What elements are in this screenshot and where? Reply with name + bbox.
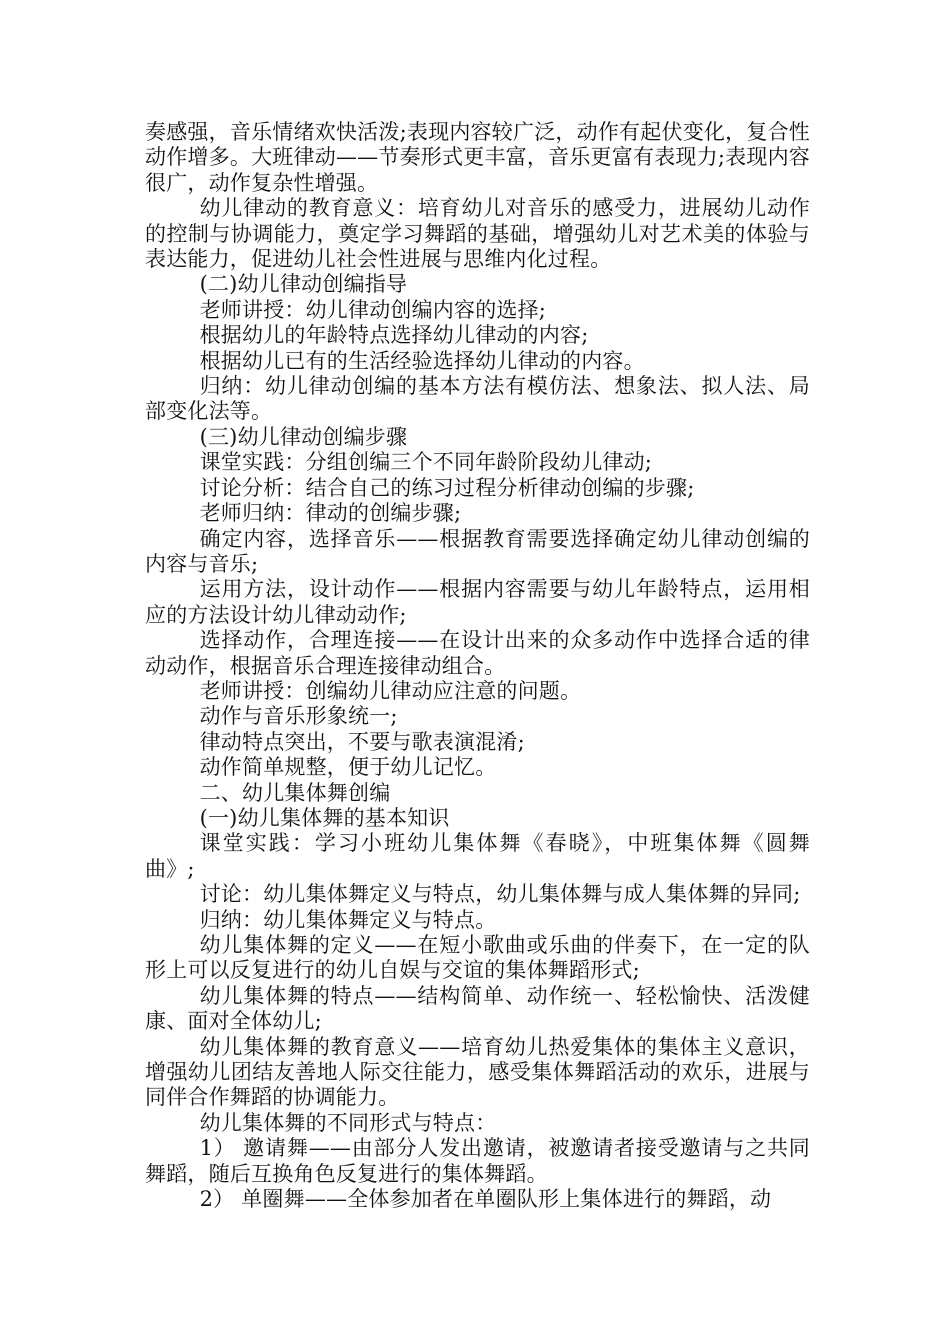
- paragraph: 讨论：幼儿集体舞定义与特点，幼儿集体舞与成人集体舞的异同;: [199, 882, 801, 907]
- paragraph: 确定内容，选择音乐——根据教育需要选择确定幼儿律动创编的内容与音乐;: [145, 526, 810, 576]
- paragraph: 根据幼儿的年龄特点选择幼儿律动的内容;: [199, 323, 589, 348]
- section-heading: (一)幼儿集体舞的基本知识: [199, 805, 450, 830]
- paragraph: 选择动作，合理连接——在设计出来的众多动作中选择合适的律动动作，根据音乐合理连接律动组合。: [145, 628, 810, 678]
- paragraph: 运用方法，设计动作——根据内容需要与幼儿年龄特点，运用相应的方法设计幼儿律动动作;: [145, 577, 810, 627]
- paragraph: 动作与音乐形象统一;: [199, 704, 398, 729]
- paragraph: 幼儿集体舞的教育意义——培育幼儿热爱集体的集体主义意识，增强幼儿团结友善地人际交往能力，感受集体舞蹈活动的欢乐，进展与同伴合作舞蹈的协调能力。: [145, 1034, 810, 1110]
- paragraph: 老师讲授：幼儿律动创编内容的选择;: [199, 297, 547, 322]
- paragraph: 课堂实践：学习小班幼儿集体舞《春晓》，中班集体舞《圆舞曲》;: [145, 831, 810, 881]
- paragraph: 归纳：幼儿律动创编的基本方法有模仿法、想象法、拟人法、局部变化法等。: [145, 374, 810, 424]
- paragraph: 奏感强，音乐情绪欢快活泼;表现内容较广泛，动作有起伏变化，复合性动作增多。大班律动——节奏形式更丰富，音乐更富有表现力;表现内容很广，动作复杂性增强。: [145, 120, 810, 195]
- list-item: 2） 单圈舞——全体参加者在单圈队形上集体进行的舞蹈，动: [199, 1187, 772, 1212]
- paragraph: 律动特点突出，不要与歌表演混淆;: [199, 729, 525, 754]
- paragraph: 课堂实践：分组创编三个不同年龄阶段幼儿律动;: [199, 450, 653, 475]
- paragraph: 幼儿集体舞的特点——结构简单、动作统一、轻松愉快、活泼健康、面对全体幼儿;: [145, 983, 810, 1034]
- paragraph: 幼儿律动的教育意义：培育幼儿对音乐的感受力，进展幼儿动作的控制与协调能力，奠定学习舞蹈的基础，增强幼儿对艺术美的体验与表达能力，促进幼儿社会性进展与思维内化过程。: [145, 196, 810, 272]
- paragraph: 老师讲授：创编幼儿律动应注意的问题。: [199, 678, 582, 703]
- paragraph: 幼儿集体舞的不同形式与特点：: [199, 1110, 497, 1135]
- paragraph: 归纳：幼儿集体舞定义与特点。: [199, 907, 497, 932]
- paragraph: 老师归纳：律动的创编步骤;: [199, 501, 462, 526]
- paragraph: 幼儿集体舞的定义——在短小歌曲或乐曲的伴奏下，在一定的队形上可以反复进行的幼儿自娱与交谊的集体舞蹈形式;: [145, 933, 810, 983]
- section-heading: 二、幼儿集体舞创编: [199, 780, 391, 805]
- paragraph: 讨论分析：结合自己的练习过程分析律动创编的步骤;: [199, 475, 695, 500]
- section-heading: (三)幼儿律动创编步骤: [199, 424, 408, 449]
- paragraph: 根据幼儿已有的生活经验选择幼儿律动的内容。: [199, 348, 645, 373]
- section-heading: (二)幼儿律动创编指导: [199, 272, 408, 297]
- document-page: [145, 120, 810, 1212]
- paragraph: 动作简单规整，便于幼儿记忆。: [199, 755, 497, 780]
- list-item: 1） 邀请舞——由部分人发出邀请，被邀请者接受邀请与之共同舞蹈，随后互换角色反复进行的集体舞蹈。: [145, 1136, 810, 1186]
